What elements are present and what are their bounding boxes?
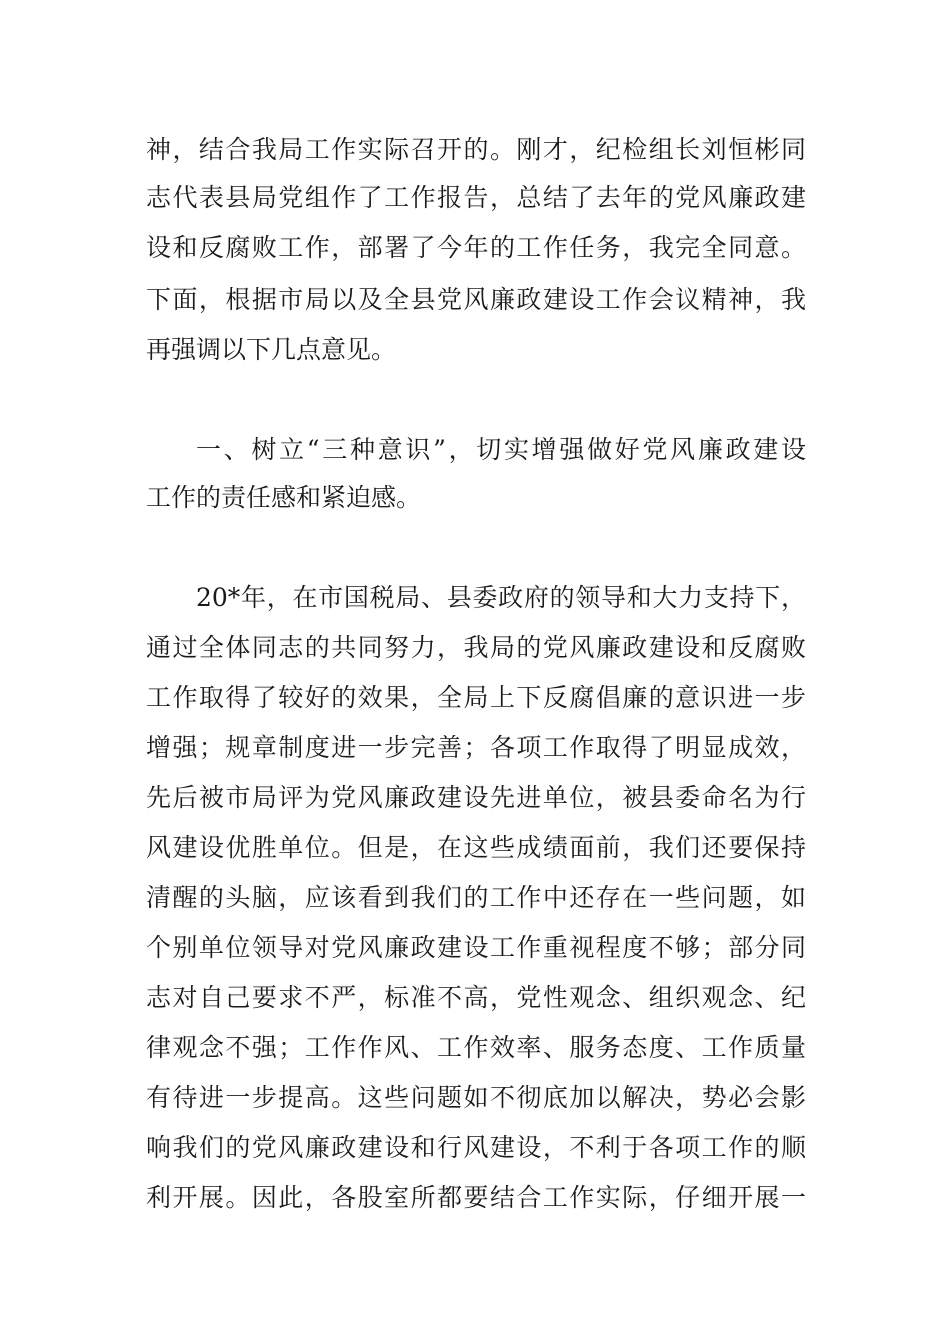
text-line: 利开展。因此，各股室所都要结合工作实际，仔细开展一 — [146, 1183, 806, 1212]
text-line: 响我们的党风廉政建设和行风建设，不利于各项工作的顺 — [146, 1133, 806, 1162]
text-line: 神，结合我局工作实际召开的。刚才，纪检组长刘恒彬同 — [146, 135, 806, 164]
text-line: 志代表县局党组作了工作报告，总结了去年的党风廉政建 — [146, 183, 806, 212]
text-line: 先后被市局评为党风廉政建设先进单位，被县委命名为行 — [146, 783, 806, 812]
text-line: 20*年，在市国税局、县委政府的领导和大力支持下， — [196, 583, 806, 612]
text-line: 风建设优胜单位。但是，在这些成绩面前，我们还要保持 — [146, 833, 806, 862]
text-line: 一、树立“三种意识”，切实增强做好党风廉政建设 — [196, 435, 806, 464]
text-line: 工作的责任感和紧迫感。 — [146, 483, 422, 512]
text-line: 律观念不强；工作作风、工作效率、服务态度、工作质量 — [146, 1033, 806, 1062]
text-line: 工作取得了较好的效果，全局上下反腐倡廉的意识进一步 — [146, 683, 806, 712]
text-line: 再强调以下几点意见。 — [146, 335, 397, 364]
text-line: 增强；规章制度进一步完善；各项工作取得了明显成效， — [146, 733, 806, 762]
text-line: 通过全体同志的共同努力，我局的党风廉政建设和反腐败 — [146, 633, 806, 662]
text-line: 清醒的头脑，应该看到我们的工作中还存在一些问题，如 — [146, 883, 806, 912]
text-line: 下面，根据市局以及全县党风廉政建设工作会议精神，我 — [146, 285, 806, 314]
text-line: 志对自己要求不严，标准不高，党性观念、组织观念、纪 — [146, 983, 806, 1012]
text-line: 设和反腐败工作，部署了今年的工作任务，我完全同意。 — [146, 233, 806, 262]
text-line: 有待进一步提高。这些问题如不彻底加以解决，势必会影 — [146, 1083, 806, 1112]
text-line: 个别单位领导对党风廉政建设工作重视程度不够；部分同 — [146, 933, 806, 962]
